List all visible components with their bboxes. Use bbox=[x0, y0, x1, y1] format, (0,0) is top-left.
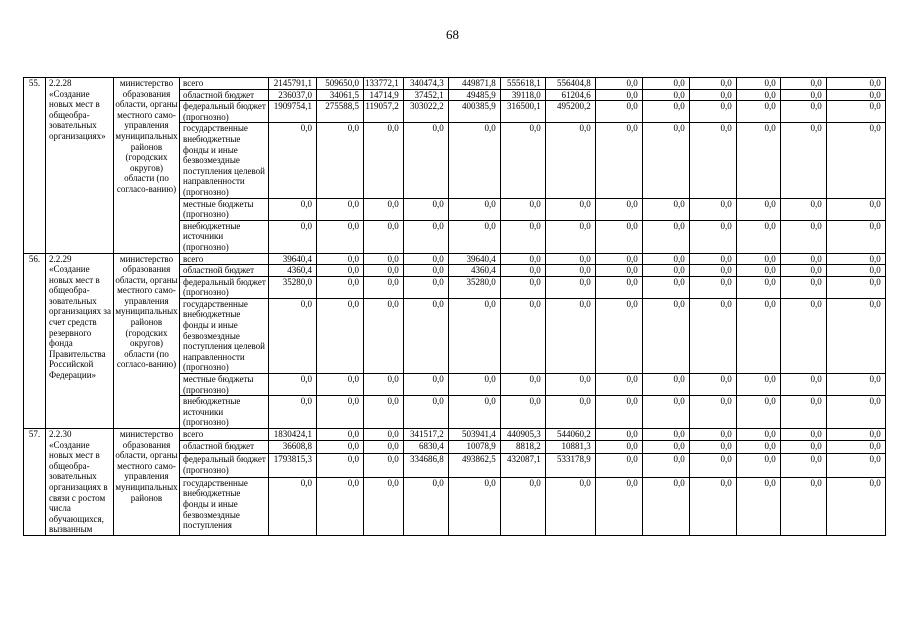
amount-cell: 1830424,1 bbox=[269, 429, 317, 441]
amount-cell: 0,0 bbox=[689, 396, 736, 429]
amount-cell: 39118,0 bbox=[500, 89, 545, 101]
amount-cell: 0,0 bbox=[595, 396, 642, 429]
amount-cell: 0,0 bbox=[364, 276, 404, 298]
amount-cell: 0,0 bbox=[545, 276, 595, 298]
amount-cell: 0,0 bbox=[826, 101, 885, 123]
amount-cell: 0,0 bbox=[500, 374, 545, 396]
amount-cell: 0,0 bbox=[780, 441, 826, 453]
amount-cell: 0,0 bbox=[364, 453, 404, 477]
amount-cell: 0,0 bbox=[448, 374, 500, 396]
amount-cell: 0,0 bbox=[642, 298, 689, 373]
amount-cell: 340474,3 bbox=[403, 78, 448, 90]
amount-cell: 14714,9 bbox=[364, 89, 404, 101]
amount-cell: 39640,4 bbox=[269, 253, 317, 265]
page-number: 68 bbox=[446, 27, 459, 42]
funding-source: федеральный бюджет (прогнозно) bbox=[180, 276, 269, 298]
responsible-executor: министерство образования области, органы местного само-управления муниципальных районов (городских округов) области (по согласо-ванию) bbox=[114, 78, 180, 254]
table-row bbox=[24, 429, 886, 441]
amount-cell: 0,0 bbox=[780, 101, 826, 123]
amount-cell: 0,0 bbox=[780, 276, 826, 298]
amount-cell: 0,0 bbox=[317, 429, 364, 441]
funding-source: государственные внебюджетные фонды и иные безвозмездные поступления целевой направленности (прогнозно) bbox=[180, 123, 269, 198]
amount-cell: 236037,0 bbox=[269, 89, 317, 101]
amount-cell: 0,0 bbox=[448, 123, 500, 198]
amount-cell: 0,0 bbox=[642, 220, 689, 253]
row-number: 55. bbox=[24, 78, 46, 254]
amount-cell: 0,0 bbox=[545, 477, 595, 535]
amount-cell: 0,0 bbox=[448, 220, 500, 253]
funding-source: федеральный бюджет (прогнозно) bbox=[180, 101, 269, 123]
amount-cell: 0,0 bbox=[500, 220, 545, 253]
amount-cell: 544060,2 bbox=[545, 429, 595, 441]
amount-cell: 0,0 bbox=[736, 298, 780, 373]
amount-cell: 2145791,1 bbox=[269, 78, 317, 90]
amount-cell: 0,0 bbox=[269, 374, 317, 396]
amount-cell: 0,0 bbox=[403, 477, 448, 535]
row-number: 56. bbox=[24, 253, 46, 429]
amount-cell: 555618,1 bbox=[500, 78, 545, 90]
amount-cell: 0,0 bbox=[689, 220, 736, 253]
amount-cell: 0,0 bbox=[595, 374, 642, 396]
amount-cell: 0,0 bbox=[545, 198, 595, 220]
amount-cell: 0,0 bbox=[780, 198, 826, 220]
amount-cell: 0,0 bbox=[689, 374, 736, 396]
amount-cell: 0,0 bbox=[595, 89, 642, 101]
amount-cell: 0,0 bbox=[780, 374, 826, 396]
amount-cell: 0,0 bbox=[545, 298, 595, 373]
amount-cell: 0,0 bbox=[448, 396, 500, 429]
amount-cell: 0,0 bbox=[364, 198, 404, 220]
amount-cell: 0,0 bbox=[780, 89, 826, 101]
amount-cell: 0,0 bbox=[364, 429, 404, 441]
funding-source: внебюджетные источники (прогнозно) bbox=[180, 220, 269, 253]
amount-cell: 0,0 bbox=[545, 374, 595, 396]
amount-cell: 34061,5 bbox=[317, 89, 364, 101]
amount-cell: 303022,2 bbox=[403, 101, 448, 123]
amount-cell: 0,0 bbox=[269, 198, 317, 220]
amount-cell: 0,0 bbox=[826, 429, 885, 441]
amount-cell: 0,0 bbox=[826, 453, 885, 477]
amount-cell: 0,0 bbox=[826, 298, 885, 373]
amount-cell: 35280,0 bbox=[269, 276, 317, 298]
activity-name: 2.2.28 «Создание новых мест в общеобра-зовательных организациях» bbox=[46, 78, 114, 254]
amount-cell: 0,0 bbox=[595, 276, 642, 298]
amount-cell: 0,0 bbox=[403, 123, 448, 198]
amount-cell: 0,0 bbox=[736, 276, 780, 298]
amount-cell: 0,0 bbox=[736, 265, 780, 277]
funding-source: федеральный бюджет (прогнозно) bbox=[180, 453, 269, 477]
responsible-executor: министерство образования области, органы местного само-управления муниципальных районов bbox=[114, 429, 180, 536]
amount-cell: 0,0 bbox=[780, 429, 826, 441]
amount-cell: 400385,9 bbox=[448, 101, 500, 123]
amount-cell: 0,0 bbox=[642, 253, 689, 265]
amount-cell: 0,0 bbox=[642, 265, 689, 277]
amount-cell: 0,0 bbox=[689, 198, 736, 220]
amount-cell: 0,0 bbox=[689, 89, 736, 101]
amount-cell: 36608,8 bbox=[269, 441, 317, 453]
amount-cell: 0,0 bbox=[448, 298, 500, 373]
amount-cell: 0,0 bbox=[403, 374, 448, 396]
amount-cell: 0,0 bbox=[642, 396, 689, 429]
amount-cell: 503941,4 bbox=[448, 429, 500, 441]
amount-cell: 0,0 bbox=[403, 276, 448, 298]
amount-cell: 0,0 bbox=[595, 477, 642, 535]
amount-cell: 0,0 bbox=[595, 298, 642, 373]
amount-cell: 509650,0 bbox=[317, 78, 364, 90]
amount-cell: 0,0 bbox=[689, 429, 736, 441]
amount-cell: 0,0 bbox=[780, 477, 826, 535]
amount-cell: 61204,6 bbox=[545, 89, 595, 101]
amount-cell: 0,0 bbox=[317, 220, 364, 253]
amount-cell: 0,0 bbox=[826, 374, 885, 396]
amount-cell: 0,0 bbox=[689, 123, 736, 198]
amount-cell: 0,0 bbox=[736, 198, 780, 220]
amount-cell: 432087,1 bbox=[500, 453, 545, 477]
amount-cell: 0,0 bbox=[317, 374, 364, 396]
amount-cell: 10078,9 bbox=[448, 441, 500, 453]
amount-cell: 35280,0 bbox=[448, 276, 500, 298]
amount-cell: 0,0 bbox=[826, 276, 885, 298]
amount-cell: 133772,1 bbox=[364, 78, 404, 90]
amount-cell: 0,0 bbox=[364, 396, 404, 429]
amount-cell: 0,0 bbox=[826, 396, 885, 429]
amount-cell: 0,0 bbox=[364, 441, 404, 453]
amount-cell: 0,0 bbox=[317, 453, 364, 477]
amount-cell: 0,0 bbox=[448, 477, 500, 535]
amount-cell: 0,0 bbox=[642, 453, 689, 477]
amount-cell: 0,0 bbox=[826, 89, 885, 101]
amount-cell: 0,0 bbox=[642, 477, 689, 535]
amount-cell: 0,0 bbox=[780, 453, 826, 477]
amount-cell: 0,0 bbox=[317, 123, 364, 198]
amount-cell: 0,0 bbox=[500, 123, 545, 198]
amount-cell: 0,0 bbox=[317, 441, 364, 453]
amount-cell: 0,0 bbox=[364, 477, 404, 535]
amount-cell: 0,0 bbox=[317, 276, 364, 298]
amount-cell: 0,0 bbox=[545, 123, 595, 198]
amount-cell: 49485,9 bbox=[448, 89, 500, 101]
amount-cell: 0,0 bbox=[595, 198, 642, 220]
amount-cell: 0,0 bbox=[780, 78, 826, 90]
amount-cell: 0,0 bbox=[364, 298, 404, 373]
amount-cell: 0,0 bbox=[595, 265, 642, 277]
amount-cell: 0,0 bbox=[364, 253, 404, 265]
amount-cell: 0,0 bbox=[736, 123, 780, 198]
funding-source: местные бюджеты (прогнозно) bbox=[180, 374, 269, 396]
amount-cell: 0,0 bbox=[269, 220, 317, 253]
amount-cell: 0,0 bbox=[826, 198, 885, 220]
amount-cell: 0,0 bbox=[689, 441, 736, 453]
amount-cell: 0,0 bbox=[595, 253, 642, 265]
funding-source: областной бюджет bbox=[180, 265, 269, 277]
amount-cell: 0,0 bbox=[500, 265, 545, 277]
amount-cell: 0,0 bbox=[689, 78, 736, 90]
amount-cell: 0,0 bbox=[689, 477, 736, 535]
amount-cell: 6830,4 bbox=[403, 441, 448, 453]
amount-cell: 0,0 bbox=[364, 374, 404, 396]
amount-cell: 0,0 bbox=[736, 101, 780, 123]
table-row bbox=[24, 253, 886, 265]
amount-cell: 0,0 bbox=[736, 78, 780, 90]
amount-cell: 0,0 bbox=[595, 441, 642, 453]
amount-cell: 0,0 bbox=[736, 453, 780, 477]
amount-cell: 37452,1 bbox=[403, 89, 448, 101]
row-number: 57. bbox=[24, 429, 46, 536]
activity-name: 2.2.30 «Создание новых мест в общеобра-зовательных организациях в связи с ростом числа обучающихся, вызванным bbox=[46, 429, 114, 536]
amount-cell: 8818,2 bbox=[500, 441, 545, 453]
amount-cell: 0,0 bbox=[642, 441, 689, 453]
amount-cell: 119057,2 bbox=[364, 101, 404, 123]
amount-cell: 0,0 bbox=[642, 276, 689, 298]
activity-name: 2.2.29 «Создание новых мест в общеобра-зовательных организациях за счет средств резервного фонда Правительства Российской Федерации» bbox=[46, 253, 114, 429]
amount-cell: 0,0 bbox=[642, 78, 689, 90]
amount-cell: 0,0 bbox=[780, 298, 826, 373]
amount-cell: 0,0 bbox=[826, 265, 885, 277]
funding-source: внебюджетные источники (прогнозно) bbox=[180, 396, 269, 429]
amount-cell: 0,0 bbox=[780, 253, 826, 265]
amount-cell: 0,0 bbox=[826, 123, 885, 198]
funding-source: местные бюджеты (прогнозно) bbox=[180, 198, 269, 220]
amount-cell: 0,0 bbox=[689, 101, 736, 123]
amount-cell: 0,0 bbox=[500, 396, 545, 429]
amount-cell: 275588,5 bbox=[317, 101, 364, 123]
amount-cell: 0,0 bbox=[364, 220, 404, 253]
amount-cell: 0,0 bbox=[642, 429, 689, 441]
amount-cell: 0,0 bbox=[317, 253, 364, 265]
amount-cell: 0,0 bbox=[595, 78, 642, 90]
funding-source: областной бюджет bbox=[180, 89, 269, 101]
amount-cell: 1909754,1 bbox=[269, 101, 317, 123]
responsible-executor: министерство образования области, органы местного само-управления муниципальных районов (городских округов) области (по согласо-ванию) bbox=[114, 253, 180, 429]
amount-cell: 440905,3 bbox=[500, 429, 545, 441]
funding-source: государственные внебюджетные фонды и иные безвозмездные поступления bbox=[180, 477, 269, 535]
amount-cell: 10881,3 bbox=[545, 441, 595, 453]
amount-cell: 0,0 bbox=[403, 265, 448, 277]
amount-cell: 0,0 bbox=[826, 78, 885, 90]
amount-cell: 0,0 bbox=[595, 101, 642, 123]
amount-cell: 0,0 bbox=[448, 198, 500, 220]
amount-cell: 0,0 bbox=[595, 220, 642, 253]
amount-cell: 0,0 bbox=[736, 253, 780, 265]
amount-cell: 0,0 bbox=[780, 123, 826, 198]
amount-cell: 0,0 bbox=[595, 453, 642, 477]
amount-cell: 0,0 bbox=[545, 396, 595, 429]
amount-cell: 0,0 bbox=[317, 396, 364, 429]
amount-cell: 0,0 bbox=[269, 396, 317, 429]
amount-cell: 0,0 bbox=[595, 429, 642, 441]
amount-cell: 0,0 bbox=[736, 89, 780, 101]
amount-cell: 0,0 bbox=[826, 441, 885, 453]
amount-cell: 0,0 bbox=[780, 396, 826, 429]
amount-cell: 0,0 bbox=[500, 298, 545, 373]
amount-cell: 0,0 bbox=[317, 298, 364, 373]
funding-source: государственные внебюджетные фонды и иные безвозмездные поступления целевой направленности (прогнозно) bbox=[180, 298, 269, 373]
table-row bbox=[24, 78, 886, 90]
amount-cell: 0,0 bbox=[826, 220, 885, 253]
amount-cell: 0,0 bbox=[736, 374, 780, 396]
amount-cell: 0,0 bbox=[689, 298, 736, 373]
amount-cell: 0,0 bbox=[500, 477, 545, 535]
amount-cell: 0,0 bbox=[364, 265, 404, 277]
amount-cell: 0,0 bbox=[780, 265, 826, 277]
amount-cell: 0,0 bbox=[403, 396, 448, 429]
amount-cell: 0,0 bbox=[689, 253, 736, 265]
amount-cell: 0,0 bbox=[500, 276, 545, 298]
amount-cell: 0,0 bbox=[364, 123, 404, 198]
amount-cell: 0,0 bbox=[269, 298, 317, 373]
amount-cell: 0,0 bbox=[826, 477, 885, 535]
amount-cell: 449871,8 bbox=[448, 78, 500, 90]
amount-cell: 0,0 bbox=[826, 253, 885, 265]
amount-cell: 316500,1 bbox=[500, 101, 545, 123]
amount-cell: 495200,2 bbox=[545, 101, 595, 123]
amount-cell: 39640,4 bbox=[448, 253, 500, 265]
amount-cell: 533178,9 bbox=[545, 453, 595, 477]
funding-source: всего bbox=[180, 253, 269, 265]
amount-cell: 0,0 bbox=[642, 374, 689, 396]
amount-cell: 0,0 bbox=[317, 265, 364, 277]
amount-cell: 0,0 bbox=[736, 477, 780, 535]
amount-cell: 0,0 bbox=[403, 253, 448, 265]
amount-cell: 0,0 bbox=[780, 220, 826, 253]
amount-cell: 0,0 bbox=[689, 276, 736, 298]
amount-cell: 0,0 bbox=[736, 441, 780, 453]
amount-cell: 0,0 bbox=[736, 429, 780, 441]
amount-cell: 556404,8 bbox=[545, 78, 595, 90]
amount-cell: 0,0 bbox=[736, 396, 780, 429]
amount-cell: 0,0 bbox=[545, 253, 595, 265]
amount-cell: 0,0 bbox=[642, 123, 689, 198]
amount-cell: 341517,2 bbox=[403, 429, 448, 441]
amount-cell: 0,0 bbox=[545, 265, 595, 277]
amount-cell: 0,0 bbox=[269, 477, 317, 535]
amount-cell: 0,0 bbox=[642, 89, 689, 101]
funding-source: всего bbox=[180, 78, 269, 90]
amount-cell: 0,0 bbox=[317, 477, 364, 535]
amount-cell: 0,0 bbox=[403, 220, 448, 253]
amount-cell: 0,0 bbox=[642, 101, 689, 123]
funding-source: всего bbox=[180, 429, 269, 441]
amount-cell: 4360,4 bbox=[269, 265, 317, 277]
amount-cell: 334686,8 bbox=[403, 453, 448, 477]
amount-cell: 0,0 bbox=[403, 198, 448, 220]
amount-cell: 1793815,3 bbox=[269, 453, 317, 477]
amount-cell: 0,0 bbox=[736, 220, 780, 253]
amount-cell: 0,0 bbox=[545, 220, 595, 253]
amount-cell: 0,0 bbox=[403, 298, 448, 373]
amount-cell: 0,0 bbox=[269, 123, 317, 198]
amount-cell: 0,0 bbox=[689, 265, 736, 277]
amount-cell: 493862,5 bbox=[448, 453, 500, 477]
amount-cell: 0,0 bbox=[689, 453, 736, 477]
amount-cell: 0,0 bbox=[500, 253, 545, 265]
amount-cell: 0,0 bbox=[595, 123, 642, 198]
budget-table bbox=[23, 77, 886, 536]
amount-cell: 0,0 bbox=[642, 198, 689, 220]
amount-cell: 0,0 bbox=[500, 198, 545, 220]
amount-cell: 0,0 bbox=[317, 198, 364, 220]
amount-cell: 4360,4 bbox=[448, 265, 500, 277]
funding-source: областной бюджет bbox=[180, 441, 269, 453]
